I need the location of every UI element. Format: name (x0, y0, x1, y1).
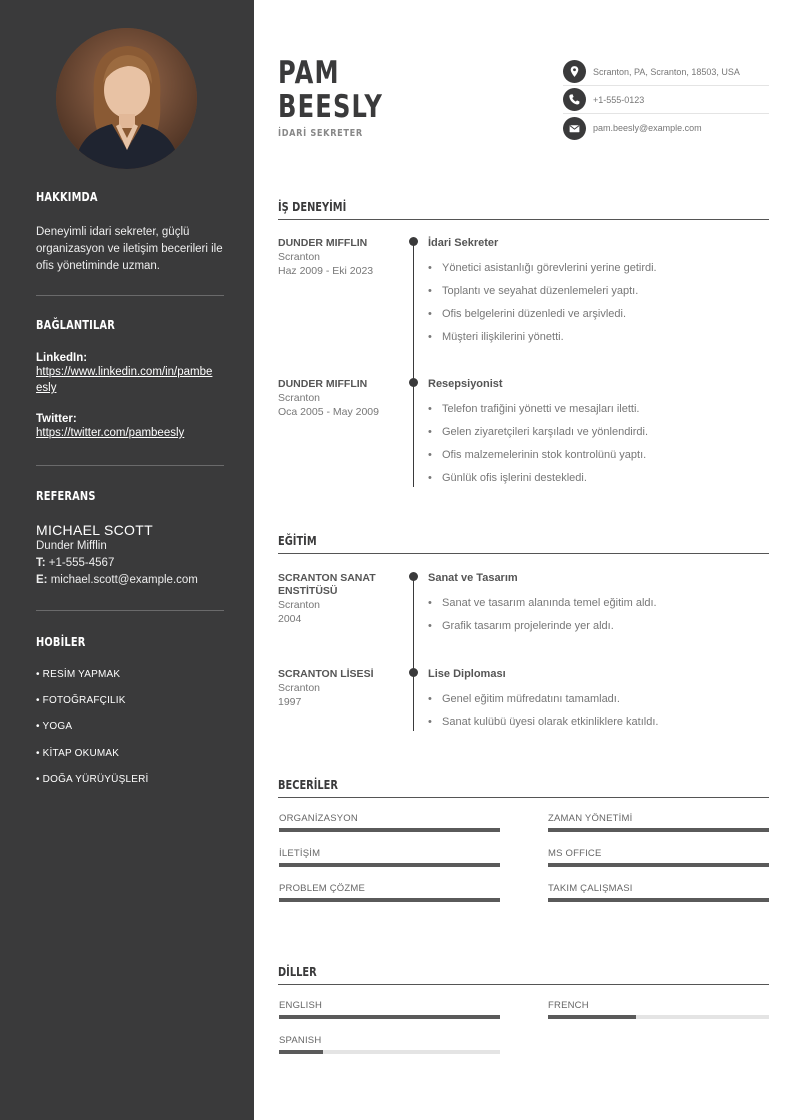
hobby-item: • YOGA (36, 721, 73, 733)
skill-item (548, 883, 769, 902)
entry-bullet: • Sanat ve tasarım alanında temel eğitim aldı. (428, 596, 768, 619)
entry-organization: DUNDER MIFFLIN (278, 237, 368, 249)
reference-heading: REFERANS (36, 489, 96, 503)
language-item (279, 1000, 500, 1019)
hobby-item: • KİTAP OKUMAK (36, 747, 120, 759)
hobby-item: • DOĞA YÜRÜYÜŞLERİ (36, 773, 149, 785)
about-text: Deneyimli idari sekreter, güçlü organizasyon ve iletişim becerileri ile ofis yönetiminde uzman. (36, 226, 223, 272)
skill-item (279, 813, 500, 832)
reference-name: MICHAEL SCOTT (36, 522, 153, 538)
languages-heading-text: DİLLER (278, 965, 317, 979)
entry-bullet: • Müşteri ilişkilerini yönetti. (428, 330, 768, 353)
timeline-dot (409, 378, 418, 387)
skill-bar-track (548, 863, 769, 867)
skill-bar-track (279, 828, 500, 832)
skill-bar-fill (548, 828, 769, 832)
entry-bullet: • Gelen ziyaretçileri karşıladı ve yönlendirdi. (428, 425, 768, 448)
divider (36, 610, 224, 611)
language-name: ENGLISH (279, 1000, 323, 1011)
contact-address (563, 58, 769, 86)
sidebar (0, 0, 254, 1120)
about-heading: HAKKIMDA (36, 190, 98, 204)
entry-dates: Haz 2009 - Eki 2023 (278, 265, 374, 277)
language-bar-track (279, 1015, 500, 1019)
entry-meta (278, 237, 400, 278)
skill-bar-fill (548, 898, 769, 902)
location-pin-icon (563, 60, 586, 83)
language-bar-track (279, 1050, 500, 1054)
entry-content (428, 572, 768, 642)
skill-item (548, 813, 769, 832)
language-bar-fill (279, 1015, 500, 1019)
hobbies-list (36, 669, 224, 800)
portrait-image (56, 28, 197, 169)
entry-organization: DUNDER MIFFLIN (278, 378, 368, 390)
phone-label: T: (36, 557, 46, 569)
timeline-dot (409, 237, 418, 246)
reference-phone (36, 555, 224, 572)
email-text: pam.beesly@example.com (593, 123, 702, 133)
entry-content (428, 378, 768, 494)
skill-bar-fill (548, 863, 769, 867)
hobby-item: • FOTOĞRAFÇILIK (36, 695, 126, 707)
hobbies-heading: HOBİLER (36, 635, 86, 649)
skills-heading-text: BECERİLER (278, 778, 338, 792)
reference-email (36, 572, 224, 589)
entry-role: Resepsiyonist (428, 378, 503, 390)
entry-degree: Lise Diploması (428, 668, 506, 680)
skill-name: ZAMAN YÖNETİMİ (548, 813, 633, 824)
education-heading-text: EĞİTİM (278, 534, 317, 548)
skill-bar-fill (279, 828, 500, 832)
entry-location: Scranton (278, 599, 321, 611)
entry-bullet: • Telefon trafiğini yönetti ve mesajları iletti. (428, 402, 768, 425)
language-bar-track (548, 1015, 769, 1019)
linkedin-link[interactable]: https://www.linkedin.com/in/pambeesly (36, 366, 213, 394)
entry-content (428, 237, 768, 353)
entry-bullet: • Genel eğitim müfredatını tamamladı. (428, 692, 768, 715)
divider (36, 295, 224, 296)
phone-icon (563, 88, 586, 111)
language-item (548, 1000, 769, 1019)
language-bar-fill (548, 1015, 636, 1019)
profile-photo (56, 28, 197, 169)
language-item (279, 1035, 500, 1054)
divider (36, 465, 224, 466)
skill-bar-track (279, 898, 500, 902)
entry-location: Scranton (278, 682, 321, 694)
skill-bar-track (548, 828, 769, 832)
entry-bullet: • Ofis malzemelerinin stok kontrolünü yaptı. (428, 448, 768, 471)
skill-bar-track (279, 863, 500, 867)
reference-section (36, 489, 224, 503)
first-name: PAM (278, 55, 340, 91)
timeline-dot (409, 572, 418, 581)
entry-meta (278, 668, 400, 709)
contact-email (563, 114, 769, 142)
skill-name: İLETİŞİM (279, 848, 321, 859)
language-name: SPANISH (279, 1035, 322, 1046)
language-bar-fill (279, 1050, 323, 1054)
entry-organization: SCRANTON LİSESİ (278, 668, 374, 680)
skill-name: PROBLEM ÇÖZME (279, 883, 365, 894)
experience-heading-text: İŞ DENEYİMİ (278, 200, 347, 214)
entry-location: Scranton (278, 392, 321, 404)
reference-details (36, 522, 224, 589)
reference-company: Dunder Mifflin (36, 540, 107, 552)
timeline-line (413, 576, 414, 731)
timeline-dot (409, 668, 418, 677)
skill-item (548, 848, 769, 867)
twitter-link[interactable]: https://twitter.com/pambeesly (36, 427, 185, 439)
language-name: FRENCH (548, 1000, 589, 1011)
entry-location: Scranton (278, 251, 321, 263)
entry-bullet: • Yönetici asistanlığı görevlerini yerine getirdi. (428, 261, 768, 284)
entry-bullet: • Toplantı ve seyahat düzenlemeleri yaptı. (428, 284, 768, 307)
skill-bar-track (548, 898, 769, 902)
skill-bar-fill (279, 863, 500, 867)
entry-bullet: • Sanat kulübü üyesi olarak etkinliklere katıldı. (428, 715, 768, 738)
entry-content (428, 668, 768, 738)
email-label: E: (36, 574, 48, 586)
last-name: BEESLY (278, 89, 384, 125)
skill-item (279, 848, 500, 867)
links-heading: BAĞLANTILAR (36, 318, 115, 332)
entry-bullet: • Ofis belgelerini düzenledi ve arşivledi. (428, 307, 768, 330)
skill-bar-fill (279, 898, 500, 902)
entry-bullet: • Grafik tasarım projelerinde yer aldı. (428, 619, 768, 642)
full-name (278, 56, 383, 124)
entry-dates: 1997 (278, 696, 302, 708)
experience-heading (278, 198, 769, 220)
hobbies-section (36, 635, 224, 649)
skills-heading (278, 776, 769, 798)
twitter-link-block (36, 413, 224, 441)
phone-text: +1-555-0123 (593, 94, 645, 105)
twitter-label: Twitter: (36, 413, 77, 425)
entry-meta (278, 378, 400, 419)
education-heading (278, 532, 769, 554)
languages-heading (278, 963, 769, 985)
timeline-line (413, 241, 414, 487)
entry-dates: Oca 2005 - May 2009 (278, 406, 379, 418)
entry-degree: Sanat ve Tasarım (428, 572, 518, 584)
address-text: Scranton, PA, Scranton, 18503, USA (593, 66, 740, 77)
links-section (36, 318, 224, 332)
linkedin-link-block (36, 352, 224, 396)
entry-dates: 2004 (278, 613, 302, 625)
reference-email-value: michael.scott@example.com (50, 574, 198, 586)
job-title: İDARİ SEKRETER (278, 128, 363, 139)
envelope-icon (563, 117, 586, 140)
skill-name: ORGANİZASYON (279, 813, 358, 824)
hobby-item: • RESİM YAPMAK (36, 669, 121, 680)
entry-role: İdari Sekreter (428, 237, 499, 249)
skill-name: MS OFFICE (548, 848, 602, 859)
entry-bullet: • Günlük ofis işlerini destekledi. (428, 471, 768, 494)
entry-meta (278, 572, 400, 626)
linkedin-label: LinkedIn: (36, 352, 88, 364)
skill-item (279, 883, 500, 902)
reference-phone-value: +1-555-4567 (48, 557, 115, 569)
contact-phone (563, 86, 769, 114)
skill-name: TAKIM ÇALIŞMASI (548, 883, 633, 894)
entry-organization: SCRANTON SANAT ENSTİTÜSÜ (278, 572, 376, 597)
about-section (36, 190, 224, 204)
